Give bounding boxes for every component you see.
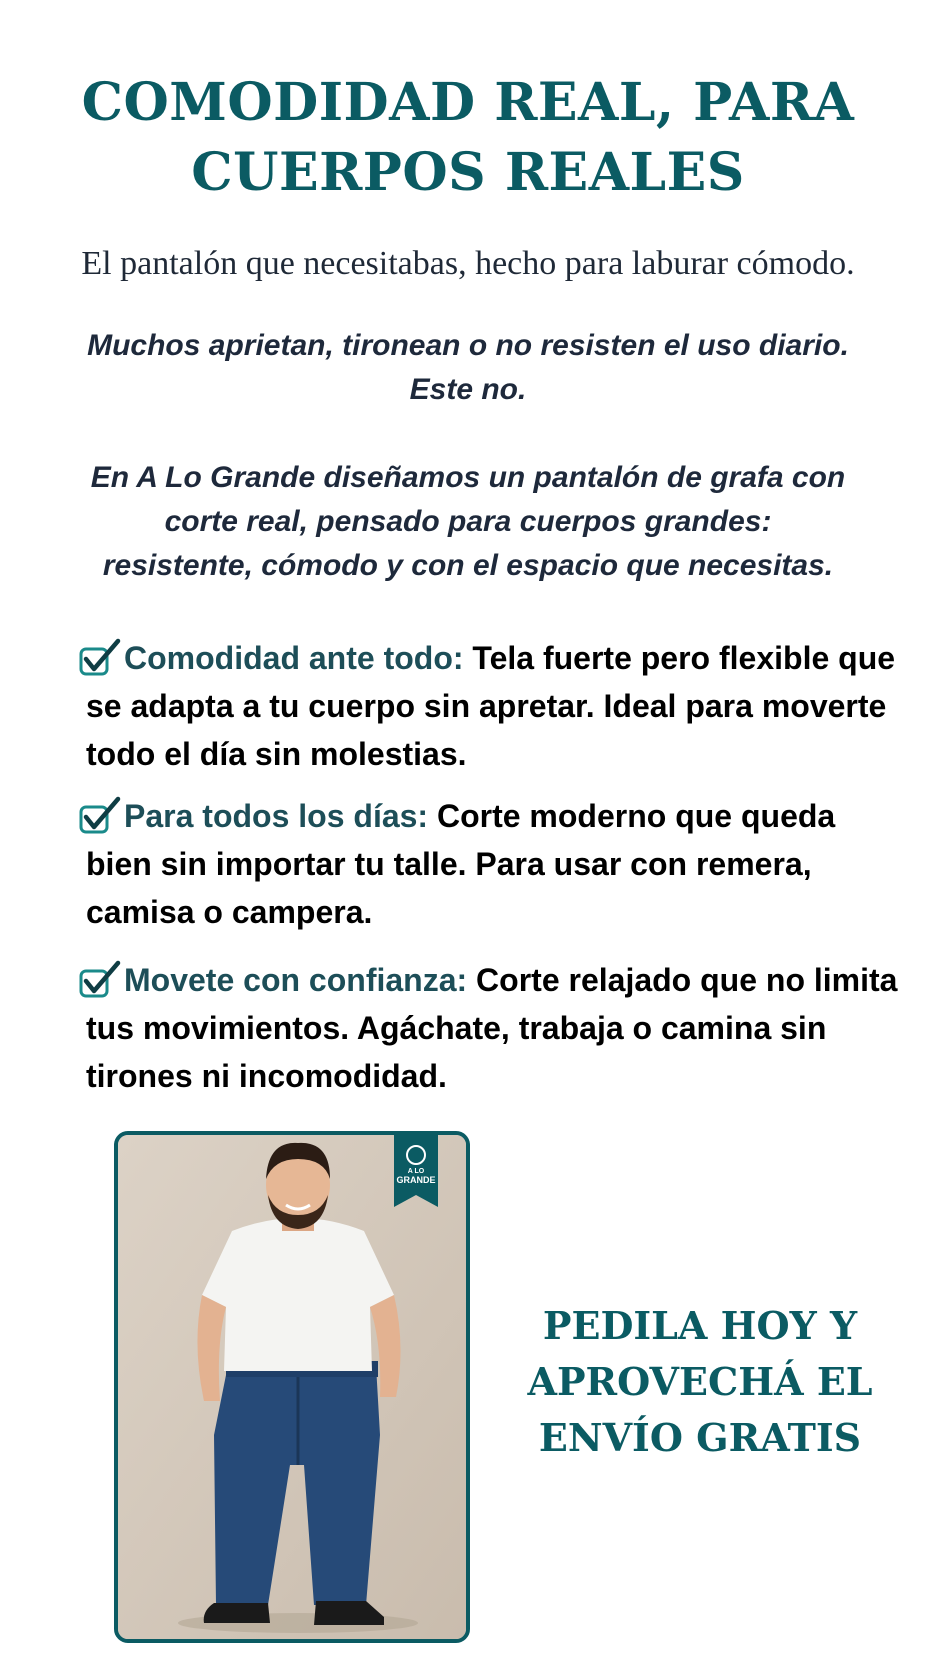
product-photo — [114, 1131, 470, 1643]
page-title — [40, 68, 896, 208]
feature-label: Para todos los días — [124, 798, 418, 834]
intro-line: Muchos aprietan, tironean o no resisten el uso diario. — [87, 329, 849, 362]
title-line-1: COMODIDAD REAL, PARA — [81, 72, 855, 133]
feature-text: Corte relajado que no limita tus movimientos. Agáchate, trabaja o camina sin tirones ni incomodidad. — [86, 962, 898, 1094]
feature-label: Comodidad ante todo — [124, 640, 453, 676]
cta-line: APROVECHÁ EL — [527, 1359, 873, 1404]
feature-list — [86, 634, 906, 1100]
title-line-2: CUERPOS REALES — [191, 142, 745, 203]
checkbox-check-icon — [78, 959, 122, 999]
checkbox-check-icon — [78, 637, 122, 677]
feature-item: Movete con confianza: Corte relajado que no limita tus movimientos. Agáchate, trabaja o camina sin tirones ni incomodidad. — [86, 956, 906, 1100]
feature-text: Corte moderno que queda bien sin importar tu talle. Para usar con remera, camisa o campera. — [86, 798, 836, 930]
feature-text: Tela fuerte pero flexible que se adapta a tu cuerpo sin apretar. Ideal para moverte todo el día sin molestias. — [86, 640, 896, 772]
subtitle: El pantalón que necesitabas, hecho para laburar cómodo. — [81, 245, 855, 282]
cta-line: PEDILA HOY Y — [542, 1303, 858, 1348]
intro-line: Este no. — [409, 373, 527, 406]
intro-line: resistente, cómodo y con el espacio que necesitas. — [102, 549, 834, 582]
intro-line: corte real, pensado para cuerpos grandes: — [164, 505, 772, 538]
feature-item: Para todos los días: Corte moderno que queda bien sin importar tu talle. Para usar con remera, camisa o campera. — [86, 792, 906, 936]
cta-text — [490, 1298, 910, 1466]
model-illustration — [118, 1135, 466, 1639]
cta-line: ENVÍO GRATIS — [538, 1415, 862, 1460]
intro-line: En A Lo Grande diseñamos un pantalón de grafa con — [90, 461, 846, 494]
badge-text: GRANDE — [396, 1175, 436, 1185]
checkbox-check-icon — [78, 795, 122, 835]
feature-item: Comodidad ante todo: Tela fuerte pero flexible que se adapta a tu cuerpo sin apretar. Ideal para moverte todo el día sin molestias. — [86, 634, 906, 778]
intro-text — [40, 324, 896, 588]
feature-label: Movete con confianza — [124, 962, 457, 998]
badge-text: A LO — [407, 1168, 425, 1175]
